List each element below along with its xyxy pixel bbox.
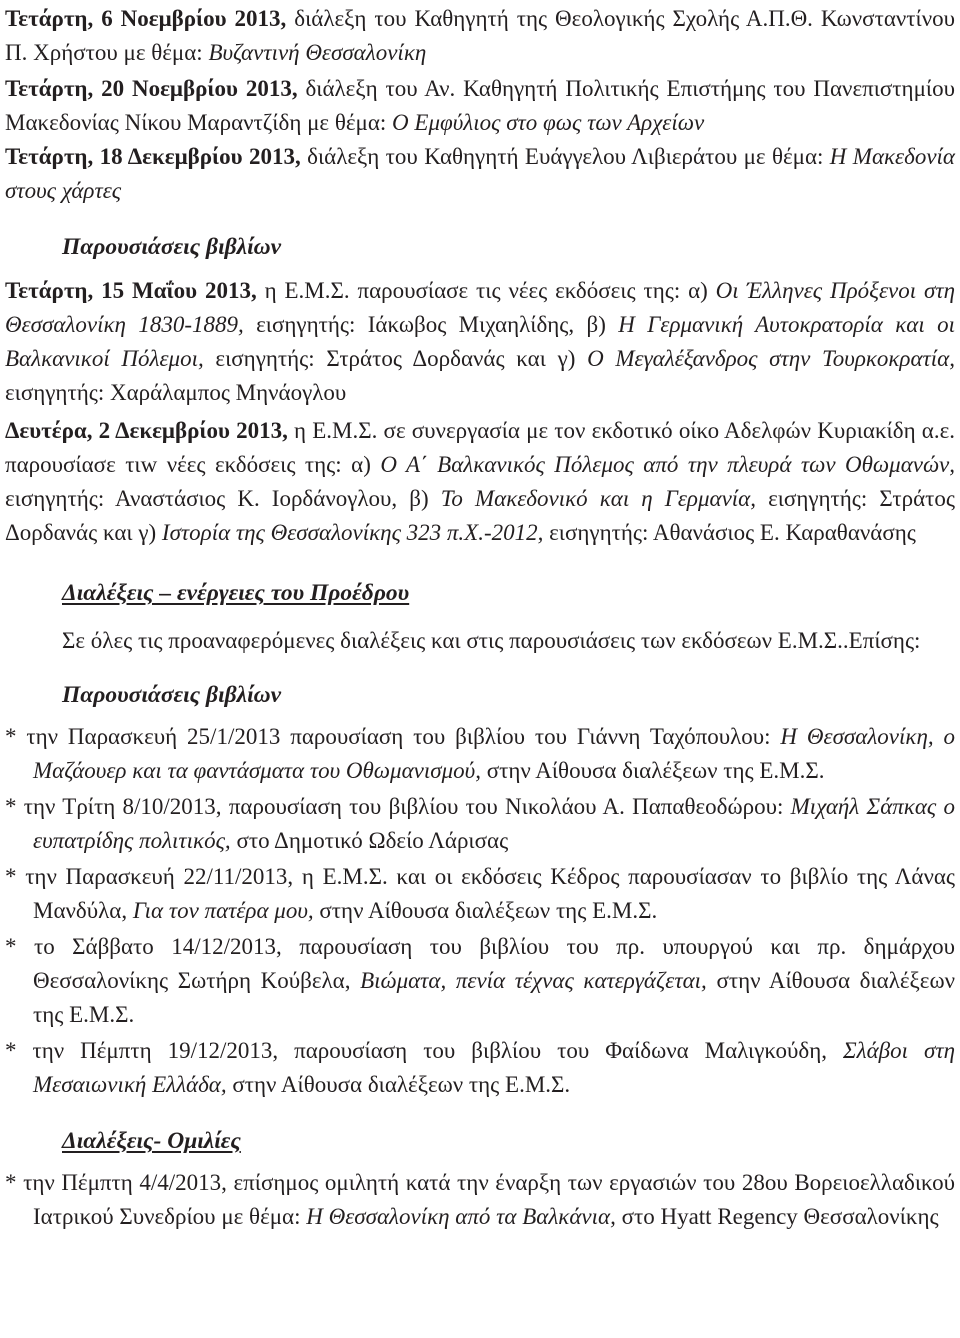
- event-entry: [5, 140, 955, 208]
- item-text: * την Παρασκευή 22/11/2013, η Ε.Μ.Σ. και οι εκδόσεις Κέδρος παρουσίασαν το βιβλίο της Λάνας Μανδύλα,: [5, 864, 955, 923]
- book-title: Βιώματα, πενία τέχνας κατεργάζεται,: [360, 968, 707, 993]
- section-intro: Σε όλες τις προαναφερόμενες διαλέξεις και στις παρουσιάσεις των εκδόσεων Ε.Μ.Σ..Επίσης:: [62, 628, 921, 653]
- list-item: [5, 930, 955, 1032]
- event-text: εισηγητής: Ιάκωβος Μιχαηλίδης, β): [243, 312, 619, 337]
- book-presentation-entry: [5, 274, 955, 410]
- book-title: Ο Μεγαλέξανδρος στην Τουρκοκρατία,: [587, 346, 955, 371]
- book-title: Η Θεσσαλονίκη, ο Μαζάουερ και τα φαντάσματα του Οθωμανισμού,: [33, 724, 955, 783]
- item-text: * την Τρίτη 8/10/2013, παρουσίαση του βιβλίου του Νικολάου Α. Παπαθεοδώρου:: [5, 794, 791, 819]
- event-date: Τετάρτη, 18 Δεκεμβρίου 2013,: [5, 144, 301, 169]
- book-title: Ο Α΄ Βαλκανικός Πόλεμος από την πλευρά των Οθωμανών,: [380, 452, 955, 477]
- event-text: διάλεξη του Καθηγητή της Θεολογικής Σχολής Α.Π.Θ. Κωνσταντίνου Π. Χρήστου με θέμα:: [5, 6, 955, 65]
- item-text: στο Δημοτικό Ωδείο Λάρισας: [230, 828, 509, 853]
- book-title: Για τον πατέρα μου,: [132, 898, 314, 923]
- subsection-heading: Παρουσιάσεις βιβλίων: [62, 682, 282, 708]
- event-text: εισηγητής: Στράτος Δορδανάς και γ): [5, 486, 955, 545]
- event-text: εισηγητής: Αθανάσιος Ε. Καραθανάσης: [543, 520, 916, 545]
- event-title: Η Μακεδονία στους χάρτες: [5, 144, 955, 203]
- item-text: * την Παρασκευή 25/1/2013 παρουσίαση του βιβλίου του Γιάννη Ταχόπουλου:: [5, 724, 781, 749]
- list-item: [5, 1166, 955, 1234]
- list-item: [5, 790, 955, 858]
- list-item: [5, 860, 955, 928]
- event-title: Ο Εμφύλιος στο φως των Αρχείων: [392, 110, 705, 135]
- event-entry: [5, 72, 955, 140]
- event-text: εισηγητής: Στράτος Δορδανάς και γ): [203, 346, 588, 371]
- item-text: στην Αίθουσα διαλέξεων της Ε.Μ.Σ.: [226, 1072, 571, 1097]
- presentation-list: [5, 720, 955, 1102]
- event-text: διάλεξη του Καθηγητή Ευάγγελου Λιβιεράτου με θέμα:: [300, 144, 830, 169]
- item-text: * την Πέμπτη 4/4/2013, επίσημος ομιλητή κατά την έναρξη των εργασιών του 28ου Βορειοελλαδικού Ιατρικού Συνεδρίου με θέμα:: [5, 1170, 955, 1229]
- event-text: η Ε.Μ.Σ. σε συνεργασία με τον εκδοτικό οίκο Αδελφών Κυριακίδη α.ε. παρουσίασε τιw νέες εκδόσεις της: α): [5, 418, 955, 477]
- item-text: * την Πέμπτη 19/12/2013, παρουσίαση του βιβλίου του Φαίδωνα Μαλιγκούδη,: [5, 1038, 843, 1063]
- item-text: στην Αίθουσα διαλέξεων της Ε.Μ.Σ.: [480, 758, 825, 783]
- book-title: Σλάβοι στη Μεσαιωνική Ελλάδα,: [33, 1038, 955, 1097]
- event-date: Τετάρτη, 20 Νοεμβρίου 2013,: [5, 76, 298, 101]
- event-date: Τετάρτη, 15 Μαΐου 2013,: [5, 278, 257, 303]
- event-title: Βυζαντινή Θεσσαλονίκη: [208, 40, 427, 65]
- book-title: Ιστορία της Θεσσαλονίκης 323 π.Χ.-2012,: [161, 520, 544, 545]
- book-title: Οι Έλληνες Πρόξενοι στη Θεσσαλονίκη 1830-1889,: [5, 278, 955, 337]
- section-heading: Παρουσιάσεις βιβλίων: [62, 234, 282, 260]
- item-text: * το Σάββατο 14/12/2013, παρουσίαση του βιβλίου του πρ. υπουργού και πρ. δημάρχου Θεσσαλονίκης Σωτήρη Κούβελα,: [5, 934, 955, 993]
- event-text: διάλεξη του Αν. Καθηγητή Πολιτικής Επιστήμης του Πανεπιστημίου Μακεδονίας Νίκου Μαραντζίδη με θέμα:: [5, 76, 955, 135]
- section-heading-text: Διαλέξεις- Ομιλίες: [62, 1128, 241, 1154]
- talks-list: [5, 1166, 955, 1234]
- section-heading-text: Διαλέξεις – ενέργειες του Προέδρου: [62, 580, 410, 606]
- event-text: η Ε.Μ.Σ. παρουσίασε τις νέες εκδόσεις της: α): [256, 278, 716, 303]
- list-item: [5, 720, 955, 788]
- book-title: Το Μακεδονικό και η Γερμανία,: [440, 486, 756, 511]
- event-text: εισηγητής: Χαράλαμπος Μηνάογλου: [5, 380, 347, 405]
- event-date: Δευτέρα, 2 Δεκεμβρίου 2013,: [5, 418, 288, 443]
- list-item: [5, 1034, 955, 1102]
- book-title: Η Γερμανική Αυτοκρατορία και οι Βαλκανικοί Πόλεμοι,: [5, 312, 955, 371]
- item-text: στο Hyatt Regency Θεσσαλονίκης: [615, 1204, 939, 1229]
- section-heading: [5, 1124, 955, 1158]
- item-text: στην Αίθουσα διαλέξεων της Ε.Μ.Σ.: [313, 898, 658, 923]
- event-text: εισηγητής: Αναστάσιος Κ. Ιορδάνογλου, β): [5, 486, 441, 511]
- talk-title: Η Θεσσαλονίκη από τα Βαλκάνια,: [306, 1204, 616, 1229]
- book-title: Μιχαήλ Σάπκας ο ευπατρίδης πολιτικός,: [33, 794, 956, 853]
- book-presentation-entry: [5, 414, 955, 550]
- section-heading: [5, 576, 955, 610]
- event-entry: [5, 2, 955, 70]
- item-text: στην Αίθουσα διαλέξεων της Ε.Μ.Σ.: [33, 968, 955, 1027]
- event-date: Τετάρτη, 6 Νοεμβρίου 2013,: [5, 6, 287, 31]
